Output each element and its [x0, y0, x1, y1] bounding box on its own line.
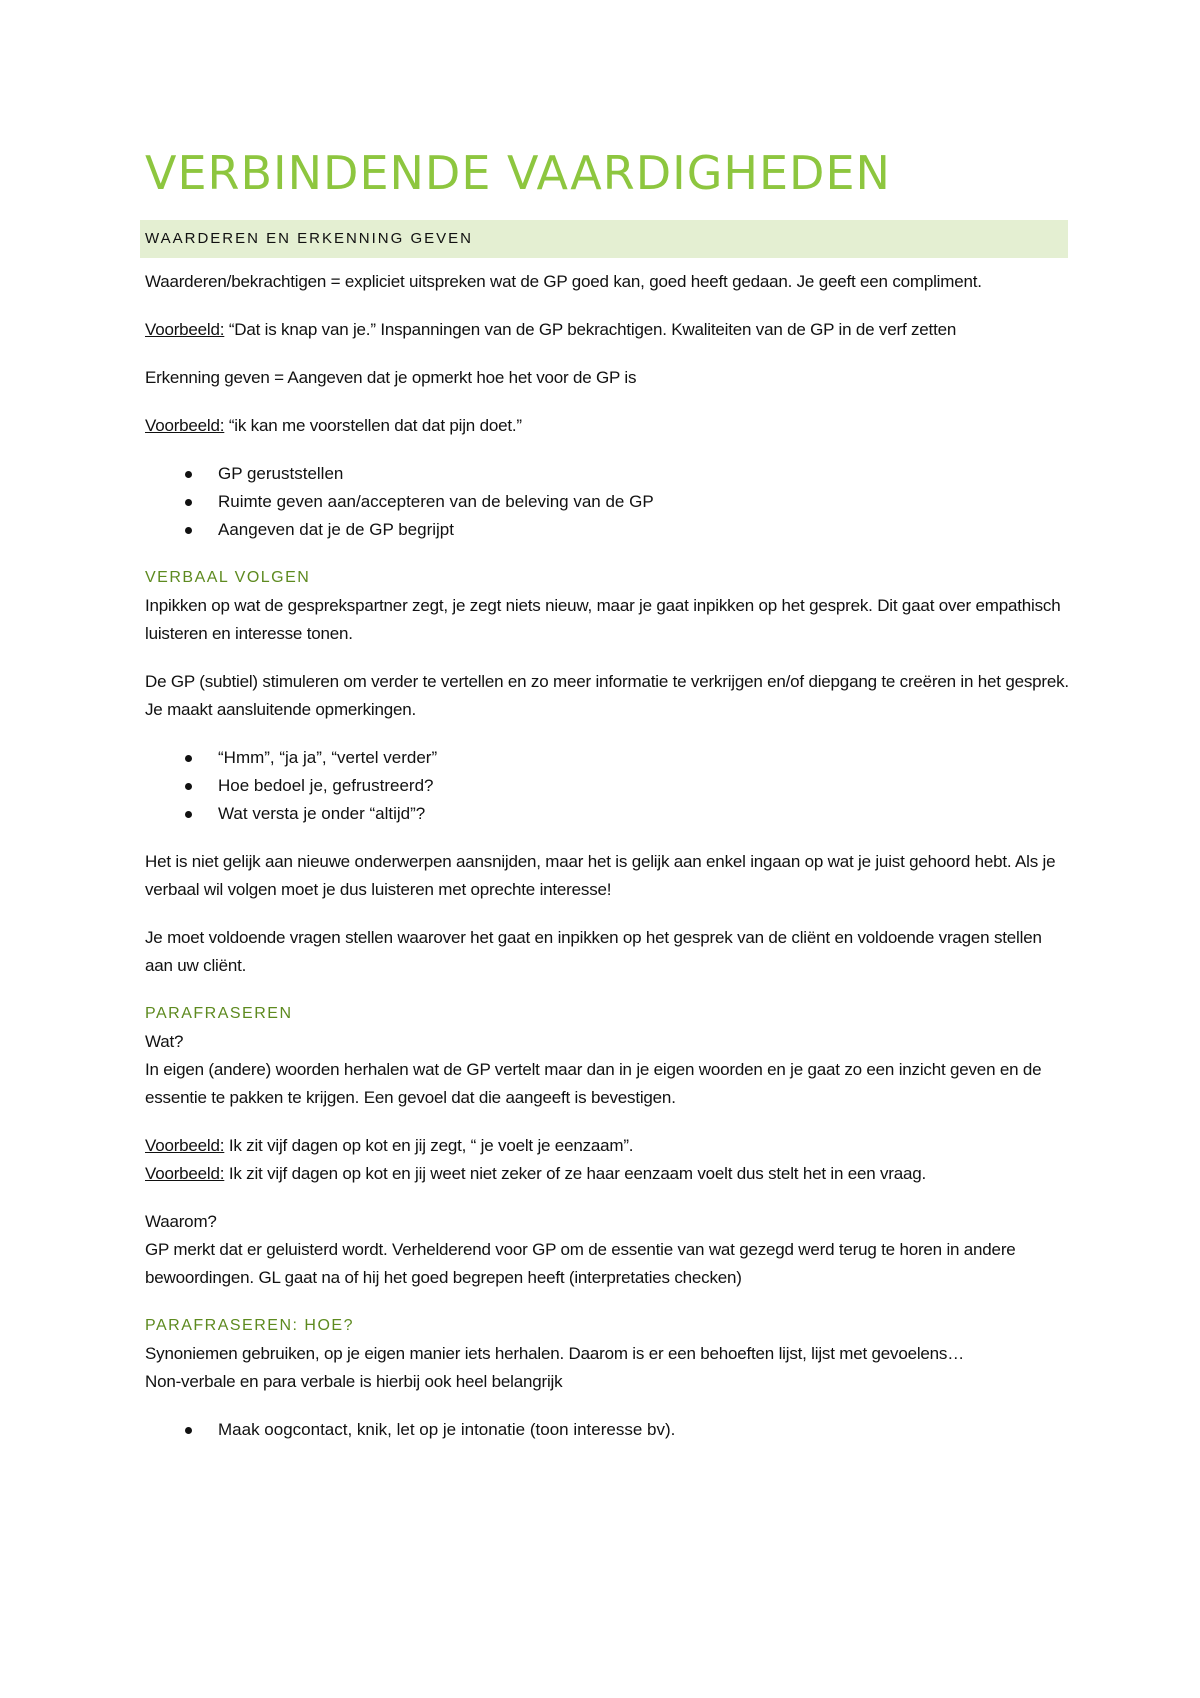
list-item: [145, 800, 1070, 828]
bullet-icon: [185, 527, 192, 534]
example-text: Ik zit vijf dagen op kot en jij zegt, “ je voelt je eenzaam”.: [224, 1136, 634, 1155]
bullet-icon: [185, 471, 192, 478]
section-heading-waarderen: WAARDEREN EN ERKENNING GEVEN: [140, 220, 1068, 258]
section-heading-verbaal-volgen: VERBAAL VOLGEN: [145, 569, 311, 586]
bullet-icon: [185, 811, 192, 818]
bullet-icon: [185, 1427, 192, 1434]
answer-wat: In eigen (andere) woorden herhalen wat de GP vertelt maar dan in je eigen woorden en je gaat zo een inzicht geven en de essentie te pakken te krijgen. Een gevoel dat die aangeeft is bevestigen.: [145, 1060, 1042, 1107]
list-item: [145, 772, 1070, 800]
example-label: Voorbeeld:: [145, 1136, 225, 1155]
paragraph-verbaal-3: Het is niet gelijk aan nieuwe onderwerpen aansnijden, maar het is gelijk aan enkel ingaan op wat je juist gehoord hebt. Als je verbaal wil volgen moet je dus luisteren met oprechte interesse!: [145, 852, 1056, 899]
paragraph-hoe-1: Synoniemen gebruiken, op je eigen manier iets herhalen. Daarom is er een behoeften lijst, lijst met gevoelens…: [145, 1344, 965, 1363]
list-item-text: Wat versta je onder “altijd”?: [218, 804, 426, 823]
list-item-text: GP geruststellen: [218, 464, 344, 483]
question-waarom: Waarom?: [145, 1212, 217, 1231]
paragraph-verbaal-1: Inpikken op wat de gesprekspartner zegt, je zegt niets nieuw, maar je gaat inpikken op het gesprek. Dit gaat over empathisch luisteren en interesse tonen.: [145, 596, 1061, 643]
paragraph-waarderen-definition: Waarderen/bekrachtigen = expliciet uitspreken wat de GP goed kan, goed heeft gedaan. Je geeft een compliment.: [145, 272, 982, 291]
list-item: [145, 516, 1070, 544]
paragraph-verbaal-4: Je moet voldoende vragen stellen waarover het gaat en inpikken op het gesprek van de cliënt en voldoende vragen stellen aan uw cliënt.: [145, 928, 1042, 975]
list-item-text: “Hmm”, “ja ja”, “vertel verder”: [218, 748, 438, 767]
paragraph-example-2: [145, 412, 1070, 440]
bullet-icon: [185, 783, 192, 790]
paragraph-hoe-2: Non-verbale en para verbale is hierbij ook heel belangrijk: [145, 1372, 563, 1391]
list-item: [145, 488, 1070, 516]
bullet-list-verbaal: [145, 744, 1070, 828]
example-label: Voorbeeld:: [145, 320, 225, 339]
document-page: [145, 140, 1070, 1464]
list-item: [145, 1416, 1070, 1444]
answer-waarom: GP merkt dat er geluisterd wordt. Verhelderend voor GP om de essentie van wat gezegd werd terug te horen in andere bewoordingen. GL gaat na of hij het goed begrepen heeft (interpretaties checken): [145, 1240, 1016, 1287]
list-item: [145, 460, 1070, 488]
bullet-icon: [185, 755, 192, 762]
example-text: Ik zit vijf dagen op kot en jij weet niet zeker of ze haar eenzaam voelt dus stelt het in een vraag.: [224, 1164, 927, 1183]
question-wat: Wat?: [145, 1032, 184, 1051]
list-item-text: Aangeven dat je de GP begrijpt: [218, 520, 454, 539]
list-item: [145, 744, 1070, 772]
list-item-text: Hoe bedoel je, gefrustreerd?: [218, 776, 434, 795]
section-heading-parafraseren-hoe: PARAFRASEREN: HOE?: [145, 1317, 354, 1334]
bullet-list-hoe: [145, 1416, 1070, 1444]
example-label: Voorbeeld:: [145, 1164, 225, 1183]
list-item-text: Maak oogcontact, knik, let op je intonatie (toon interesse bv).: [218, 1420, 676, 1439]
bullet-list-erkenning: [145, 460, 1070, 544]
document-title: VERBINDENDE VAARDIGHEDEN: [145, 146, 891, 200]
paragraph-parafrase-example-2: [145, 1160, 1070, 1188]
example-text: “Dat is knap van je.” Inspanningen van de GP bekrachtigen. Kwaliteiten van de GP in de verf zetten: [224, 320, 957, 339]
paragraph-example-1: [145, 316, 1070, 344]
section-heading-parafraseren: PARAFRASEREN: [145, 1005, 293, 1022]
example-label: Voorbeeld:: [145, 416, 225, 435]
paragraph-parafrase-example-1: [145, 1132, 1070, 1160]
example-text: “ik kan me voorstellen dat dat pijn doet.”: [224, 416, 522, 435]
paragraph-verbaal-2: De GP (subtiel) stimuleren om verder te vertellen en zo meer informatie te verkrijgen en/of diepgang te creëren in het gesprek. Je maakt aansluitende opmerkingen.: [145, 672, 1069, 719]
list-item-text: Ruimte geven aan/accepteren van de beleving van de GP: [218, 492, 654, 511]
bullet-icon: [185, 499, 192, 506]
paragraph-erkenning-definition: Erkenning geven = Aangeven dat je opmerkt hoe het voor de GP is: [145, 368, 637, 387]
